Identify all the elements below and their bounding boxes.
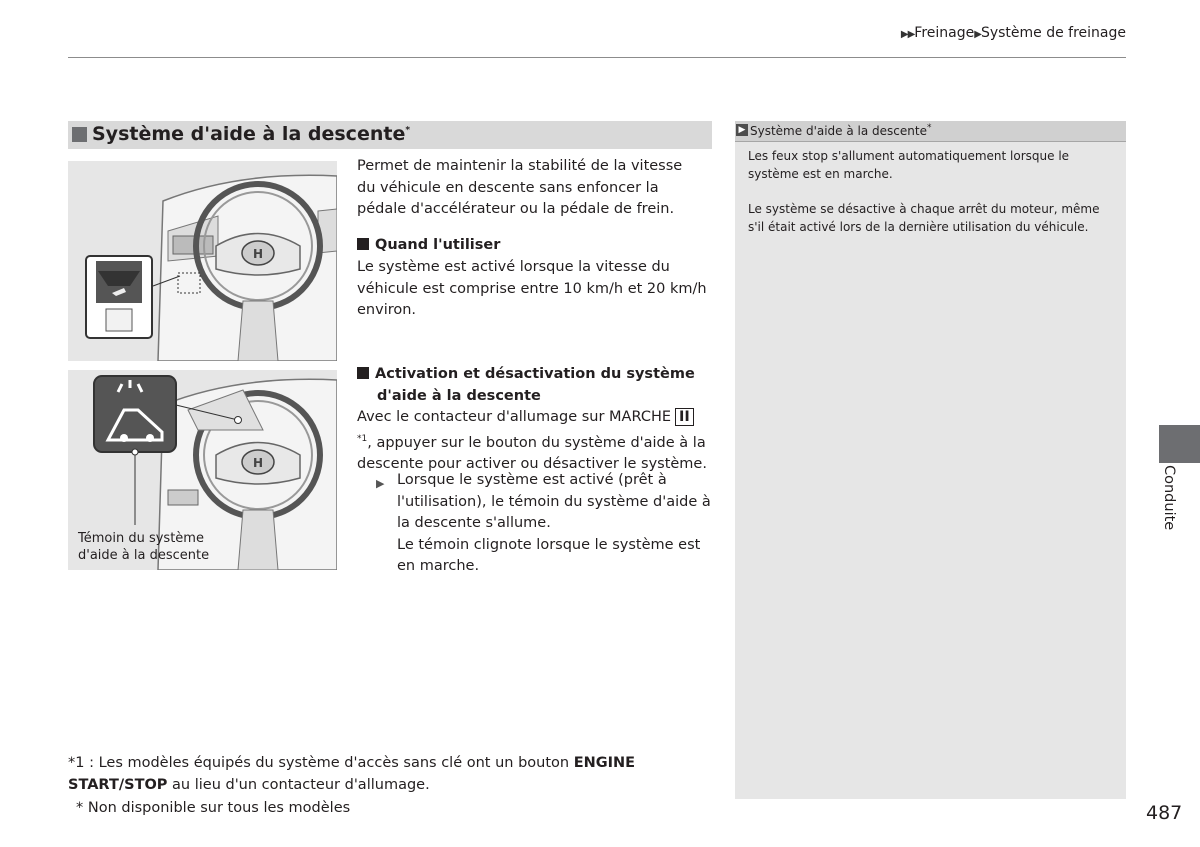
side-note-title-text: Système d'aide à la descente [750,124,927,138]
dashboard-drawing [68,161,337,361]
svg-text:H: H [252,456,264,470]
activation-heading [357,364,702,407]
footnote-ref[interactable]: *1 [357,433,368,444]
activation-heading-line-1: Activation et désactivation du système [375,366,695,382]
double-arrow-icon: ▶▶ [900,29,915,40]
footnote-availability: * Non disponible sur tous les modèles [76,800,351,816]
indicator-caption-line-2: d'aide à la descente [78,548,210,563]
svg-text:H: H [252,247,264,261]
footnote-1-suffix: au lieu d'un contacteur d'allumage. [167,776,430,793]
side-note-panel [735,121,1126,799]
activation-text-before: Avec le contacteur d'allumage sur MARCHE [357,409,672,425]
breadcrumb [901,25,1126,41]
square-bullet-icon [357,238,369,250]
square-bullet-icon [357,367,369,379]
section-title [92,123,410,145]
side-note-header [735,121,1126,142]
when-to-use-heading-text: Quand l'utiliser [375,237,501,253]
footnote-keyless [68,753,718,796]
breadcrumb-systeme-de-freinage[interactable]: Système de freinage [980,25,1126,41]
activation-heading-line-2: d'aide à la descente [377,387,541,404]
activation-paragraph: Avec le contacteur d'allumage sur MARCHE II$^{*1}$, appuyer sur le bouton du système d'aide à la descente pour activer ou désactiver le système. [357,409,707,472]
chapter-tab[interactable] [1159,425,1200,463]
breadcrumb-freinage[interactable]: Freinage [914,25,975,41]
ignition-position-key: II [675,408,694,426]
side-note-title [750,123,931,138]
page-number: 487 [1146,802,1183,824]
section-title-text: Système d'aide à la descente [92,123,406,145]
square-bullet-icon [72,127,87,142]
arrow-bullet-icon: ▶ [376,477,385,490]
activation-bullet-1: Lorsque le système est activé (prêt à l'utilisation), le témoin du système d'aide à la descente s'allume. [397,472,711,531]
indicator-caption [78,530,209,564]
arrow-icon: ▶ [974,29,981,40]
side-note-paragraph-2: Le système se désactive à chaque arrêt du moteur, même s'il était activé lors de la dernière utilisation du véhicule. [748,202,1100,234]
footnote-1-bold: ENGINE START/STOP [68,755,636,793]
header-divider [68,57,1126,58]
chapter-label: Conduite [1161,465,1177,531]
footnote-1-prefix: *1 : Les modèles équipés du système d'accès sans clé ont un bouton [68,755,574,771]
note-arrow-icon: ▶ [736,124,748,136]
side-note-title-marker: * [926,123,932,133]
dashboard-button-illustration [68,161,337,361]
section-header [68,121,712,149]
when-to-use-heading [357,235,500,257]
when-to-use-paragraph: Le système est activé lorsque la vitesse du véhicule est comprise entre 10 km/h et 20 km/h environ. [357,259,707,318]
activation-text-after: appuyer sur le bouton du système d'aide à la descente pour activer ou désactiver le système. [357,434,707,472]
intro-paragraph: Permet de maintenir la stabilité de la vitesse du véhicule en descente sans enfoncer la pédale d'accélérateur ou la pédale de frein. [357,158,683,217]
section-title-marker: * [405,125,411,136]
activation-bullet-2: Le témoin clignote lorsque le système est en marche. [397,536,701,574]
indicator-caption-line-1: Témoin du système [78,531,204,546]
activation-bullet-text [397,470,712,578]
side-note-paragraph-1: Les feux stop s'allument automatiquement lorsque le système est en marche. [748,149,1070,181]
